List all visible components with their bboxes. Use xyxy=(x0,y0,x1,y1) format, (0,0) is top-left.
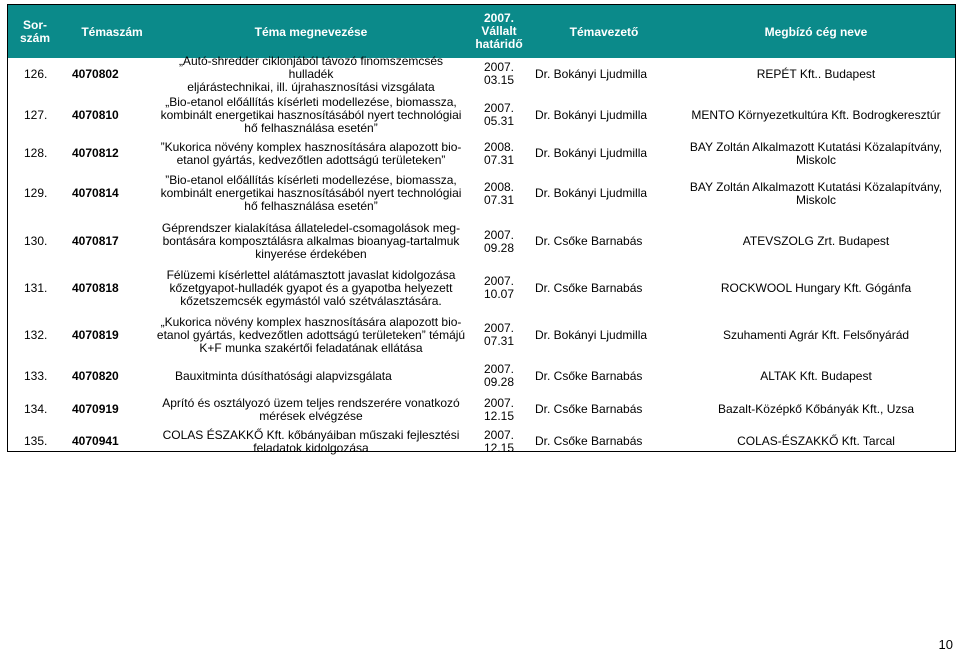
header-topic-code: Témaszám xyxy=(81,25,143,39)
topic-code: 4070919 xyxy=(72,402,119,416)
client-name: Bazalt-Középkő Kőbányák Kft., Uzsa xyxy=(717,402,915,416)
row-number: 126. xyxy=(24,66,48,81)
deadline: 2007. 12.15 xyxy=(483,395,515,423)
client-name: REPÉT Kft.. Budapest xyxy=(756,66,876,81)
project-lead: Dr. Bokányi Ljudmilla xyxy=(535,186,648,200)
topic-code: 4070802 xyxy=(72,66,119,81)
topic-name: ”Bio-etanol előállítás kísérleti modellezése, biomassza, kombinált energetikai hasznosításából nyert technológiai hő felhasználása esetén” xyxy=(160,173,462,213)
topic-code: 4070810 xyxy=(72,107,119,122)
table-row xyxy=(8,169,955,218)
table-row xyxy=(8,265,955,311)
table-header xyxy=(8,5,955,58)
deadline: 2007. 10.07 xyxy=(483,274,515,301)
project-lead: Dr. Csőke Barnabás xyxy=(535,234,643,248)
header-lead: Témavezető xyxy=(569,25,639,39)
topic-code: 4070812 xyxy=(72,146,119,160)
project-lead: Dr. Csőke Barnabás xyxy=(535,402,643,416)
topic-code: 4070820 xyxy=(72,368,119,383)
client-name: Szuhamenti Agrár Kft. Felsőnyárád xyxy=(722,327,910,342)
topic-name: „Kukorica növény komplex hasznosítására alapozott bio- etanol gyártás, kedvezőtlen adottságú területeken” témájú K+F munka szakértői feladatának ellátása xyxy=(156,314,466,355)
row-number: 134. xyxy=(24,402,48,416)
table-row xyxy=(8,218,955,265)
topic-name: Bauxitminta dúsíthatósági alapvizsgálata xyxy=(175,368,392,383)
header-deadline: 2007. Vállalt határidő xyxy=(475,11,523,51)
page-number: 10 xyxy=(938,637,953,652)
deadline: 2007. 09.28 xyxy=(483,227,515,255)
topic-name: Géprendszer kialakítása állateledel-csomagolások meg- bontására komposztálásra alkalmas bioanyag-tartalmuk kinyerése érdekében xyxy=(161,221,461,261)
deadline: 2007. 03.15 xyxy=(483,60,515,87)
row-number: 127. xyxy=(24,107,48,122)
row-number: 129. xyxy=(24,186,48,200)
deadline: 2007. 12.15 xyxy=(483,427,515,455)
row-number: 133. xyxy=(24,368,48,383)
row-number: 132. xyxy=(24,327,48,342)
topic-name: Aprító és osztályozó üzem teljes rendszerére vonatkozó mérések elvégzése xyxy=(162,395,460,423)
client-name: BAY Zoltán Alkalmazott Kutatási Közalapítvány, Miskolc xyxy=(689,179,943,207)
header-row-number: Sor- szám xyxy=(19,18,51,45)
project-lead: Dr. Bokányi Ljudmilla xyxy=(535,107,648,122)
deadline: 2008. 07.31 xyxy=(483,139,515,167)
row-number: 135. xyxy=(24,434,48,448)
deadline: 2008. 07.31 xyxy=(483,179,515,207)
topic-name: COLAS ÉSZAKKŐ Kft. kőbányáiban műszaki fejlesztési feladatok kidolgozása xyxy=(162,427,460,455)
deadline: 2007. 09.28 xyxy=(483,362,515,389)
topic-code: 4070817 xyxy=(72,234,119,248)
client-name: ROCKWOOL Hungary Kft. Gógánfa xyxy=(720,280,912,295)
project-lead: Dr. Csőke Barnabás xyxy=(535,280,643,295)
topic-code: 4070819 xyxy=(72,327,119,342)
topic-code: 4070814 xyxy=(72,186,119,200)
client-name: COLAS-ÉSZAKKŐ Kft. Tarcal xyxy=(737,434,895,448)
project-lead: Dr. Bokányi Ljudmilla xyxy=(535,327,648,342)
project-lead: Dr. Bokányi Ljudmilla xyxy=(535,66,648,81)
row-number: 130. xyxy=(24,234,48,248)
table-row xyxy=(8,53,955,94)
table-row xyxy=(8,359,955,393)
table-row xyxy=(8,426,955,457)
client-name: MENTO Környezetkultúra Kft. Bodrogkeresztúr xyxy=(691,107,941,122)
table-row xyxy=(8,311,955,359)
client-name: BAY Zoltán Alkalmazott Kutatási Közalapítvány, Miskolc xyxy=(689,139,943,167)
client-name: ALTAK Kft. Budapest xyxy=(760,368,872,383)
deadline: 2007. 07.31 xyxy=(483,321,515,348)
topic-name: ”Kukorica növény komplex hasznosítására alapozott bio- etanol gyártás, kedvezőtlen adottságú területeken” xyxy=(160,139,462,167)
project-lead: Dr. Bokányi Ljudmilla xyxy=(535,146,648,160)
topic-code: 4070818 xyxy=(72,280,119,295)
table-row xyxy=(8,138,955,169)
topic-name: „Autó-shredder ciklonjából távozó finomszemcsés hulladék eljárástechnikai, ill. újrahasznosítási vizsgálata xyxy=(178,53,444,94)
table-row xyxy=(8,393,955,426)
deadline: 2007. 05.31 xyxy=(483,101,515,128)
projects-table xyxy=(7,4,956,455)
row-number: 131. xyxy=(24,280,48,295)
table-row xyxy=(8,92,955,138)
project-lead: Dr. Csőke Barnabás xyxy=(535,434,643,448)
client-name: ATEVSZOLG Zrt. Budapest xyxy=(742,234,890,248)
topic-name: „Bio-etanol előállítás kísérleti modellezése, biomassza, kombinált energetikai hasznosításából nyert technológiai hő felhasználása esetén” xyxy=(160,94,462,135)
row-number: 128. xyxy=(24,146,48,160)
header-client: Megbízó cég neve xyxy=(764,25,868,39)
topic-code: 4070941 xyxy=(72,434,119,448)
topic-name: Félüzemi kísérlettel alátámasztott javaslat kidolgozása kőzetgyapot-hulladék gyapot és a gyapotba helyezett kőzetszemcsék egymástól való szétválasztására. xyxy=(166,267,456,308)
header-topic-name: Téma megnevezése xyxy=(254,25,368,39)
project-lead: Dr. Csőke Barnabás xyxy=(535,368,643,383)
